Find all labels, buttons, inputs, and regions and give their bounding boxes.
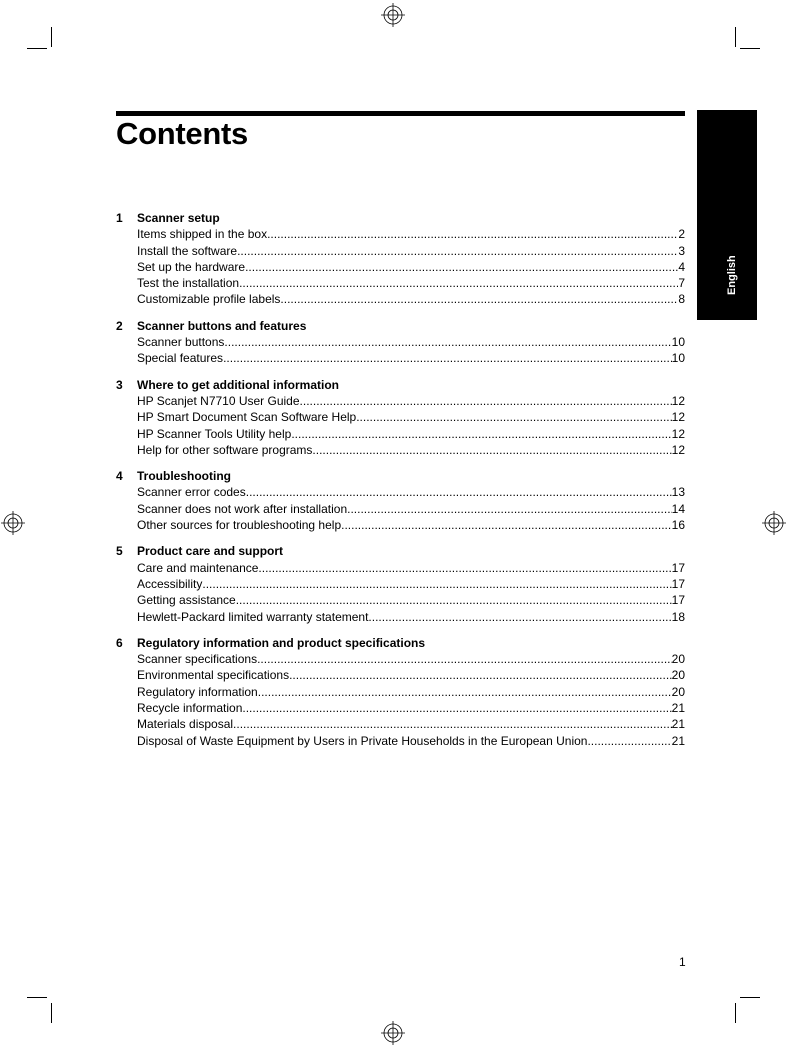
entry-title: Test the installation (137, 276, 240, 291)
chapter-heading[interactable] (116, 543, 685, 559)
entry-page: 17 (671, 593, 685, 608)
toc-entry[interactable] (137, 426, 685, 442)
dot-leader (341, 517, 672, 533)
toc-entry[interactable] (137, 667, 685, 683)
entry-title: Regulatory information (137, 684, 258, 699)
entry-page: 13 (671, 485, 685, 500)
entry-page: 20 (671, 684, 685, 699)
registration-mark-icon (1, 511, 25, 535)
crop-mark (27, 48, 47, 49)
chapter-title: Where to get additional information (137, 377, 339, 392)
language-tab (697, 110, 757, 320)
entry-page: 18 (671, 609, 685, 624)
entry-title: Hewlett-Packard limited warranty statement (137, 609, 369, 624)
entry-title: Scanner does not work after installation (137, 501, 348, 516)
toc-entry[interactable] (137, 560, 685, 576)
dot-leader (245, 259, 678, 275)
toc-chapter (116, 318, 685, 367)
chapter-title: Product care and support (137, 544, 284, 559)
dot-leader (242, 700, 671, 716)
entry-title: Items shipped in the box (137, 227, 268, 242)
entry-page: 2 (678, 227, 685, 242)
dot-leader (312, 442, 671, 458)
dot-leader (236, 592, 672, 608)
entry-title: Help for other software programs (137, 442, 313, 457)
entry-title: Getting assistance (137, 593, 236, 608)
entry-page: 21 (671, 733, 685, 748)
entry-page: 4 (678, 259, 685, 274)
entry-page: 17 (671, 560, 685, 575)
chapter-number: 6 (116, 635, 123, 650)
toc-entry[interactable] (137, 733, 685, 749)
toc-entry[interactable] (137, 291, 685, 307)
registration-mark-icon (762, 511, 786, 535)
entry-title: Scanner error codes (137, 485, 246, 500)
registration-mark-icon (381, 1021, 405, 1045)
dot-leader (280, 291, 678, 307)
toc-entry[interactable] (137, 334, 685, 350)
chapter-title: Troubleshooting (137, 469, 231, 484)
crop-mark (740, 997, 760, 998)
entry-page: 20 (671, 668, 685, 683)
language-tab-label: English (726, 255, 738, 295)
crop-mark (735, 1003, 736, 1023)
entry-page: 10 (671, 335, 685, 350)
entry-page: 10 (671, 351, 685, 366)
dot-leader (257, 651, 672, 667)
crop-mark (51, 27, 52, 47)
dot-leader (233, 716, 672, 732)
dot-leader (224, 334, 671, 350)
chapter-heading[interactable] (116, 210, 685, 226)
entry-title: Scanner specifications (137, 652, 258, 667)
entry-page: 17 (671, 576, 685, 591)
toc-entry[interactable] (137, 350, 685, 366)
toc-entry[interactable] (137, 501, 685, 517)
toc-chapter (116, 468, 685, 533)
dot-leader (267, 226, 678, 242)
dot-leader (239, 275, 678, 291)
entry-page: 12 (671, 442, 685, 457)
entry-page: 20 (671, 652, 685, 667)
toc-entry[interactable] (137, 243, 685, 259)
crop-mark (51, 1003, 52, 1023)
toc-chapter (116, 210, 685, 308)
crop-mark (735, 27, 736, 47)
toc-entry[interactable] (137, 442, 685, 458)
dot-leader (347, 501, 672, 517)
table-of-contents (116, 210, 685, 759)
dot-leader (258, 560, 671, 576)
entry-title: Materials disposal (137, 717, 234, 732)
toc-chapter (116, 635, 685, 749)
entry-title: Accessibility (137, 576, 203, 591)
dot-leader (587, 733, 671, 749)
entry-title: Customizable profile labels (137, 292, 281, 307)
entry-title: Special features (137, 351, 224, 366)
dot-leader (223, 350, 672, 366)
page-title: Contents (116, 116, 248, 151)
entry-page: 12 (671, 393, 685, 408)
entry-page: 21 (671, 701, 685, 716)
toc-entry[interactable] (137, 592, 685, 608)
entry-title: Set up the hardware (137, 259, 246, 274)
entry-title: Environmental specifications (137, 668, 290, 683)
toc-entry[interactable] (137, 700, 685, 716)
dot-leader (246, 484, 672, 500)
dot-leader (237, 243, 678, 259)
entry-title: Scanner buttons (137, 335, 225, 350)
toc-entry[interactable] (137, 226, 685, 242)
toc-entry[interactable] (137, 716, 685, 732)
chapter-number: 5 (116, 544, 123, 559)
chapter-number: 1 (116, 211, 123, 225)
entry-page: 21 (671, 717, 685, 732)
chapter-title: Regulatory information and product specifications (137, 635, 426, 650)
toc-entry[interactable] (137, 684, 685, 700)
entry-page: 16 (671, 518, 685, 533)
dot-leader (258, 684, 672, 700)
crop-mark (740, 48, 760, 49)
chapter-title: Scanner buttons and features (137, 318, 307, 333)
entry-title: Disposal of Waste Equipment by Users in Private Households in the European Union (137, 733, 588, 748)
toc-entry[interactable] (137, 275, 685, 291)
entry-title: Care and maintenance (137, 560, 259, 575)
toc-entry[interactable] (137, 609, 685, 625)
entry-title: Recycle information (137, 701, 243, 716)
entry-page: 12 (671, 410, 685, 425)
chapter-heading[interactable] (116, 377, 685, 393)
toc-entry[interactable] (137, 409, 685, 425)
entry-title: HP Scanjet N7710 User Guide (137, 393, 300, 408)
toc-chapter (116, 543, 685, 624)
entry-page: 8 (678, 292, 685, 307)
dot-leader (291, 426, 671, 442)
dot-leader (300, 393, 672, 409)
toc-entry[interactable] (137, 576, 685, 592)
chapter-title: Scanner setup (137, 211, 220, 225)
chapter-heading[interactable] (116, 635, 685, 651)
toc-chapter (116, 377, 685, 458)
dot-leader (202, 576, 671, 592)
entry-page: 3 (678, 243, 685, 258)
dot-leader (289, 667, 672, 683)
entry-title: HP Scanner Tools Utility help (137, 426, 292, 441)
chapter-heading[interactable] (116, 468, 685, 484)
entry-title: HP Smart Document Scan Software Help (137, 410, 357, 425)
dot-leader (368, 609, 671, 625)
toc-entry[interactable] (137, 651, 685, 667)
entry-page: 7 (678, 276, 685, 291)
chapter-number: 3 (116, 377, 123, 392)
chapter-number: 4 (116, 469, 123, 484)
dot-leader (356, 409, 671, 425)
chapter-number: 2 (116, 318, 123, 333)
entry-page: 14 (671, 501, 685, 516)
entry-page: 12 (671, 426, 685, 441)
toc-entry[interactable] (137, 517, 685, 533)
chapter-heading[interactable] (116, 318, 685, 334)
toc-entry[interactable] (137, 393, 685, 409)
entry-title: Install the software (137, 243, 238, 258)
registration-mark-icon (381, 3, 405, 27)
entry-title: Other sources for troubleshooting help (137, 518, 342, 533)
toc-entry[interactable] (137, 484, 685, 500)
toc-entry[interactable] (137, 259, 685, 275)
crop-mark (27, 997, 47, 998)
page-number: 1 (679, 955, 686, 969)
